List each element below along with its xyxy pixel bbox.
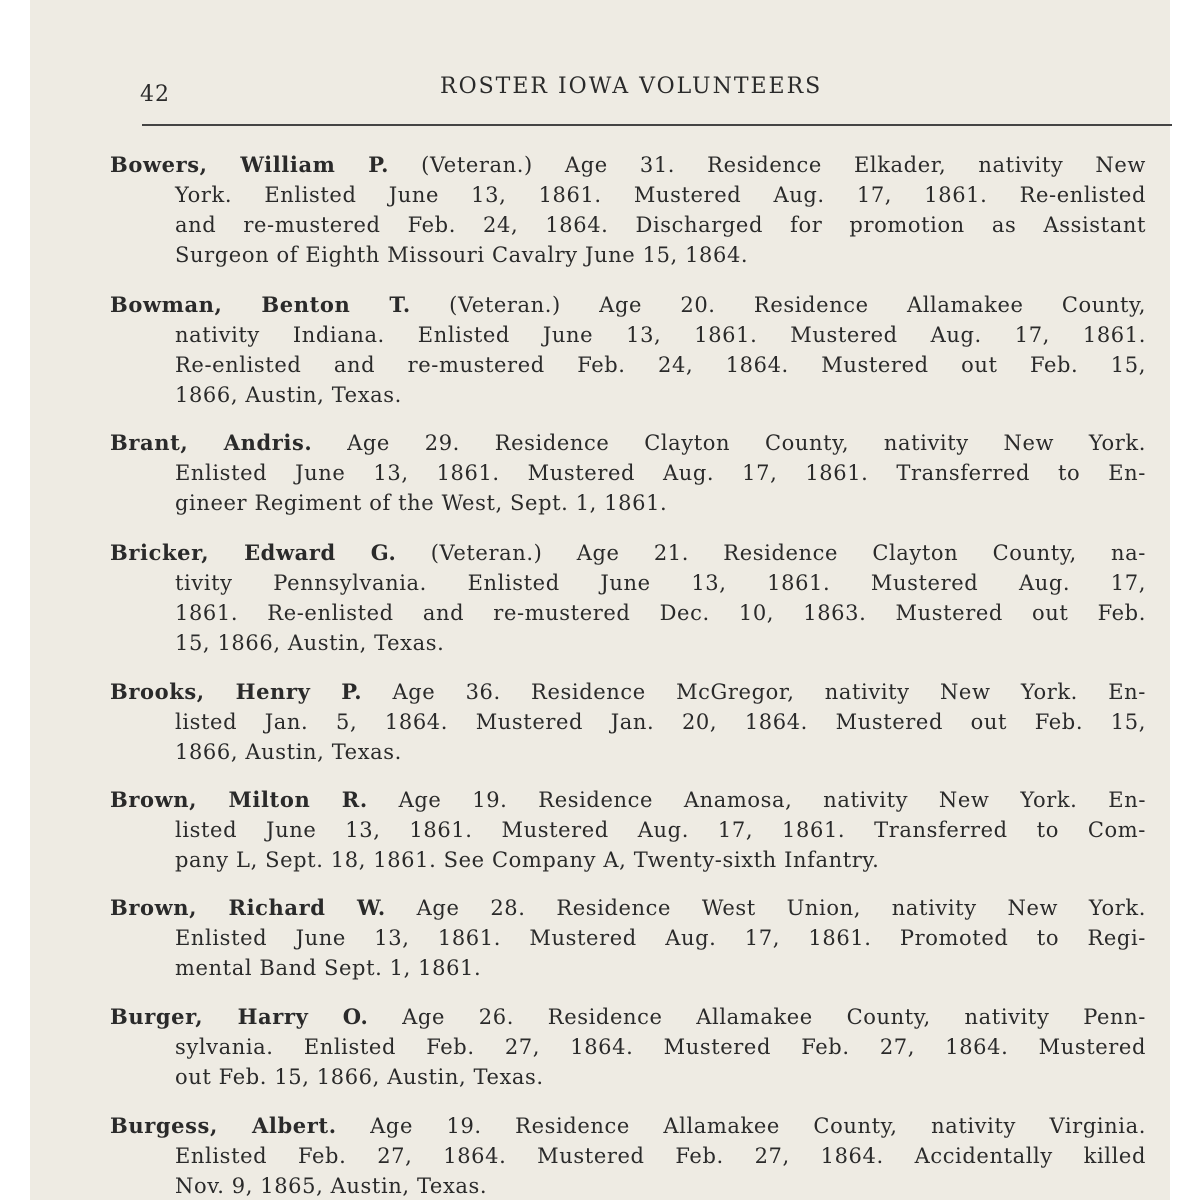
entry-line	[175, 1171, 1146, 1201]
roster-entry	[110, 677, 1146, 767]
soldier-name: Bricker, Edward G.	[110, 540, 397, 565]
entry-text: tivity Pennsylvania. Enlisted June 13, 1861. Mustered Aug. 17,	[175, 571, 1146, 595]
entry-text: Nov. 9, 1865, Austin, Texas.	[175, 1174, 488, 1198]
roster-entry	[110, 893, 1146, 983]
entry-line	[175, 488, 1146, 518]
entry-line	[110, 428, 1146, 458]
entry-text: Age 28. Residence West Union, nativity New York.	[416, 896, 1147, 920]
roster-entry	[110, 428, 1146, 518]
entry-text: Age 26. Residence Allamakee County, nativity Penn-	[402, 1005, 1146, 1029]
entry-text: York. Enlisted June 13, 1861. Mustered Aug. 17, 1861. Re-enlisted	[175, 183, 1146, 207]
entry-line	[175, 598, 1146, 628]
entry-text: Surgeon of Eighth Missouri Cavalry June 15, 1864.	[175, 243, 749, 267]
entry-text: 1866, Austin, Texas.	[175, 383, 402, 407]
entry-line	[175, 923, 1146, 953]
soldier-name: Brooks, Henry P.	[110, 679, 363, 704]
entry-text: Age 29. Residence Clayton County, nativity New York.	[347, 431, 1146, 455]
soldier-name: Bowman, Benton T.	[110, 292, 411, 317]
entry-line	[175, 1032, 1146, 1062]
entry-line	[110, 290, 1146, 320]
roster-entry	[110, 1111, 1146, 1201]
soldier-name: Brown, Milton R.	[110, 787, 368, 812]
entry-text: pany L, Sept. 18, 1861. See Company A, Twenty-sixth Infantry.	[175, 848, 880, 872]
entry-text: Age 19. Residence Allamakee County, nativity Virginia.	[370, 1114, 1147, 1138]
entry-line	[175, 320, 1146, 350]
entry-line	[175, 210, 1146, 240]
entry-line	[175, 458, 1146, 488]
entry-line	[110, 785, 1146, 815]
entry-line	[175, 380, 1146, 410]
soldier-name: Brant, Andris.	[110, 430, 313, 455]
entry-text: Enlisted June 13, 1861. Mustered Aug. 17, 1861. Transferred to En-	[175, 461, 1146, 485]
entry-text: Age 36. Residence McGregor, nativity New York. En-	[392, 680, 1146, 704]
entry-text: Age 19. Residence Anamosa, nativity New York. En-	[398, 788, 1147, 812]
entry-text: listed June 13, 1861. Mustered Aug. 17, 1861. Transferred to Com-	[175, 818, 1146, 842]
entry-line	[175, 737, 1146, 767]
entry-text: Re-enlisted and re-mustered Feb. 24, 1864. Mustered out Feb. 15,	[175, 353, 1146, 377]
entry-line	[175, 1141, 1146, 1171]
entry-line	[175, 568, 1146, 598]
entry-text: mental Band Sept. 1, 1861.	[175, 956, 482, 980]
entry-line	[110, 538, 1146, 568]
entry-text: 15, 1866, Austin, Texas.	[175, 631, 445, 655]
soldier-name: Bowers, William P.	[110, 152, 390, 177]
entry-line	[175, 240, 1146, 270]
page-title: ROSTER IOWA VOLUNTEERS	[440, 74, 823, 99]
soldier-name: Burger, Harry O.	[110, 1004, 369, 1029]
entry-text: Enlisted Feb. 27, 1864. Mustered Feb. 27, 1864. Accidentally killed	[175, 1144, 1146, 1168]
soldier-name: Brown, Richard W.	[110, 895, 386, 920]
entry-line	[175, 628, 1146, 658]
entry-text: Enlisted June 13, 1861. Mustered Aug. 17, 1861. Promoted to Regi-	[175, 926, 1146, 950]
entry-line	[175, 953, 1146, 983]
entry-line	[110, 677, 1146, 707]
roster-entry	[110, 538, 1146, 658]
roster-entry	[110, 290, 1146, 410]
entry-text: (Veteran.) Age 31. Residence Elkader, nativity New	[421, 153, 1146, 177]
header-rule	[142, 124, 1172, 126]
roster-entry	[110, 785, 1146, 875]
entry-text: 1866, Austin, Texas.	[175, 740, 402, 764]
entry-line	[110, 1002, 1146, 1032]
entry-text: out Feb. 15, 1866, Austin, Texas.	[175, 1065, 544, 1089]
soldier-name: Burgess, Albert.	[110, 1113, 337, 1138]
entry-line	[175, 845, 1146, 875]
entry-line	[175, 707, 1146, 737]
entry-text: (Veteran.) Age 21. Residence Clayton County, na-	[430, 541, 1146, 565]
entry-line	[175, 1062, 1146, 1092]
entry-text: and re-mustered Feb. 24, 1864. Discharged for promotion as Assistant	[175, 213, 1146, 237]
entry-line	[175, 350, 1146, 380]
entry-text: gineer Regiment of the West, Sept. 1, 1861.	[175, 491, 668, 515]
entry-line	[110, 150, 1146, 180]
page-number: 42	[140, 82, 170, 107]
entry-line	[175, 815, 1146, 845]
roster-entry	[110, 150, 1146, 270]
entry-text: 1861. Re-enlisted and re-mustered Dec. 10, 1863. Mustered out Feb.	[175, 601, 1146, 625]
roster-entry	[110, 1002, 1146, 1092]
entry-text: nativity Indiana. Enlisted June 13, 1861. Mustered Aug. 17, 1861.	[175, 323, 1146, 347]
entry-text: (Veteran.) Age 20. Residence Allamakee County,	[449, 293, 1147, 317]
entry-text: sylvania. Enlisted Feb. 27, 1864. Mustered Feb. 27, 1864. Mustered	[175, 1035, 1146, 1059]
entry-text: listed Jan. 5, 1864. Mustered Jan. 20, 1864. Mustered out Feb. 15,	[175, 710, 1146, 734]
entry-line	[110, 1111, 1146, 1141]
entry-line	[175, 180, 1146, 210]
entry-line	[110, 893, 1146, 923]
